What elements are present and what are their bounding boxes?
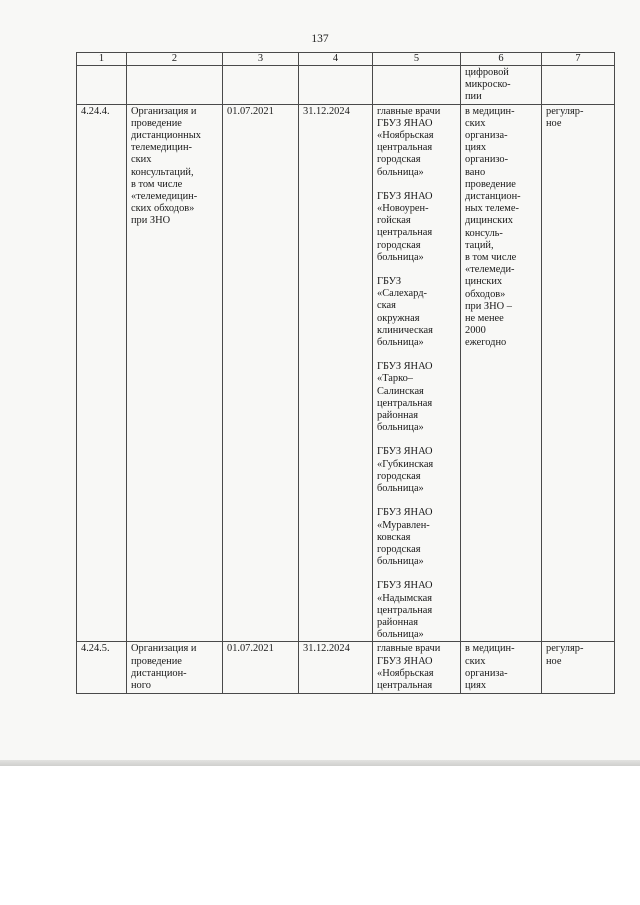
text-line: организо- <box>465 154 509 166</box>
header-cell-3: 3 <box>223 53 299 66</box>
text-line: больница» <box>377 556 424 568</box>
cont-cell-5 <box>373 66 461 105</box>
row-frequency <box>542 104 615 642</box>
row-result <box>461 104 542 642</box>
text-line: «Салехард- <box>377 288 427 300</box>
text-line: в медицин- <box>465 105 515 117</box>
row-end-date: 31.12.2024 <box>299 642 373 694</box>
text-line: консультаций, <box>131 166 194 178</box>
text-line: ГБУЗ ЯНАО <box>377 655 433 667</box>
text-line: клиническая <box>377 324 433 336</box>
text-line: не менее <box>465 313 504 325</box>
text-line: ГБУЗ <box>377 276 402 288</box>
cont-cell-7 <box>542 66 615 105</box>
cont-cell-4 <box>299 66 373 105</box>
text-line: цинских <box>465 276 503 288</box>
text-line: регуляр- <box>546 643 584 655</box>
row-id: 4.24.4. <box>77 104 127 642</box>
text-line: «Новоурен- <box>377 203 429 215</box>
text-line: городская <box>377 154 421 166</box>
text-line: ГБУЗ ЯНАО <box>377 117 433 129</box>
text-line: ских <box>465 117 486 129</box>
text-line: в том числе <box>465 252 517 264</box>
text-line: таций, <box>465 239 494 251</box>
cont-result <box>461 66 542 105</box>
text-line: ских <box>465 655 486 667</box>
text-line: вано <box>465 166 486 178</box>
text-line: пии <box>465 91 482 103</box>
text-line: при ЗНО – <box>465 300 512 312</box>
hospital-entry <box>377 276 456 349</box>
text-line: дистанционных <box>131 130 201 142</box>
text-line: городская <box>377 543 421 555</box>
text-line: центральная <box>377 604 433 616</box>
text-line: в медицин- <box>465 643 515 655</box>
text-line: циях <box>465 679 487 691</box>
text-line: Организация и <box>131 105 197 117</box>
text-line: телемедицин- <box>131 142 192 154</box>
text-line: ГБУЗ ЯНАО <box>377 580 433 592</box>
header-cell-7: 7 <box>542 53 615 66</box>
text-line: центральная <box>377 142 433 154</box>
text-line: ГБУЗ ЯНАО <box>377 361 433 373</box>
text-line: Салинская <box>377 385 424 397</box>
text-line: ное <box>546 655 562 667</box>
text-line: Организация и <box>131 643 197 655</box>
text-line: центральная <box>377 227 433 239</box>
continuation-row <box>77 66 615 105</box>
text-line: при ЗНО <box>131 215 171 227</box>
text-line: «Ноябрьская <box>377 667 434 679</box>
table-row-4-24-4 <box>77 104 615 642</box>
header-cell-1: 1 <box>77 53 127 66</box>
text-line: ных телеме- <box>465 203 519 215</box>
text-line: гойская <box>377 215 411 227</box>
text-line: организа- <box>465 130 508 142</box>
text-line: главные врачи <box>377 105 441 117</box>
row-responsible <box>373 642 461 694</box>
text-line: ГБУЗ ЯНАО <box>377 507 433 519</box>
text-line: больница» <box>377 629 424 641</box>
hospital-entry <box>377 446 456 495</box>
text-line: организа- <box>465 667 508 679</box>
text-line: центральная <box>377 679 433 691</box>
text-line: городская <box>377 239 421 251</box>
text-line: цифровой <box>465 67 509 78</box>
header-cell-4: 4 <box>299 53 373 66</box>
row-frequency <box>542 642 615 694</box>
text-line: больница» <box>377 337 424 349</box>
row-id: 4.24.5. <box>77 642 127 694</box>
hospital-entry <box>377 507 456 568</box>
hospital-entry <box>377 361 456 434</box>
row-result <box>461 642 542 694</box>
header-cell-5: 5 <box>373 53 461 66</box>
text-line: 2000 <box>465 325 486 337</box>
text-line: городская <box>377 470 421 482</box>
text-line: больница» <box>377 483 424 495</box>
text-line: «Губкинская <box>377 458 434 470</box>
text-line: дистанцион- <box>465 191 521 203</box>
text-line: «Ноябрьская <box>377 130 434 142</box>
text-line: больница» <box>377 166 424 178</box>
text-line: ного <box>131 679 151 691</box>
text-line: окружная <box>377 312 420 324</box>
text-line: ГБУЗ ЯНАО <box>377 446 433 458</box>
hospital-entry <box>377 106 456 179</box>
row-start-date: 01.07.2021 <box>223 104 299 642</box>
header-cell-6: 6 <box>461 53 542 66</box>
hospital-entry <box>377 643 456 692</box>
text-line: ГБУЗ ЯНАО <box>377 190 433 202</box>
text-line: «Муравлен- <box>377 519 430 531</box>
text-line: циях <box>465 142 487 154</box>
text-line: ских <box>131 154 152 166</box>
cont-cell-3 <box>223 66 299 105</box>
text-line: микроско- <box>465 79 511 91</box>
row-title <box>127 642 223 694</box>
text-line: ских обходов» <box>131 203 195 215</box>
text-line: регуляр- <box>546 105 584 117</box>
cont-cell-2 <box>127 66 223 105</box>
row-responsible <box>373 104 461 642</box>
text-line: дицинских <box>465 215 513 227</box>
text-line: ковская <box>377 531 411 543</box>
text-line: дистанцион- <box>131 667 187 679</box>
cont-cell-1 <box>77 66 127 105</box>
text-line: больница» <box>377 422 424 434</box>
page-number: 137 <box>311 33 329 45</box>
text-line: в том числе <box>131 178 183 190</box>
text-line: обходов» <box>465 288 506 300</box>
plan-table <box>76 52 615 694</box>
text-line: «телемедицин- <box>131 191 198 203</box>
row-end-date: 31.12.2024 <box>299 104 373 642</box>
text-line: проведение <box>131 655 182 667</box>
text-line: больница» <box>377 251 424 263</box>
text-line: «телемеди- <box>465 264 515 276</box>
text-line: проведение <box>131 117 182 129</box>
table-row-4-24-5 <box>77 642 615 694</box>
row-start-date: 01.07.2021 <box>223 642 299 694</box>
text-line: главные врачи <box>377 643 441 655</box>
text-line: районная <box>377 410 419 422</box>
text-line: ская <box>377 300 396 312</box>
column-number-header <box>77 53 615 66</box>
text-line: районная <box>377 616 419 628</box>
text-line: проведение <box>465 178 516 190</box>
hospital-entry <box>377 580 456 641</box>
header-cell-2: 2 <box>127 53 223 66</box>
text-line: ежегодно <box>465 337 507 349</box>
row-title <box>127 104 223 642</box>
text-line: «Тарко– <box>377 373 414 385</box>
text-line: ное <box>546 117 562 129</box>
text-line: центральная <box>377 397 433 409</box>
hospital-entry <box>377 191 456 264</box>
text-line: «Надымская <box>377 592 433 604</box>
text-line: консуль- <box>465 227 503 239</box>
